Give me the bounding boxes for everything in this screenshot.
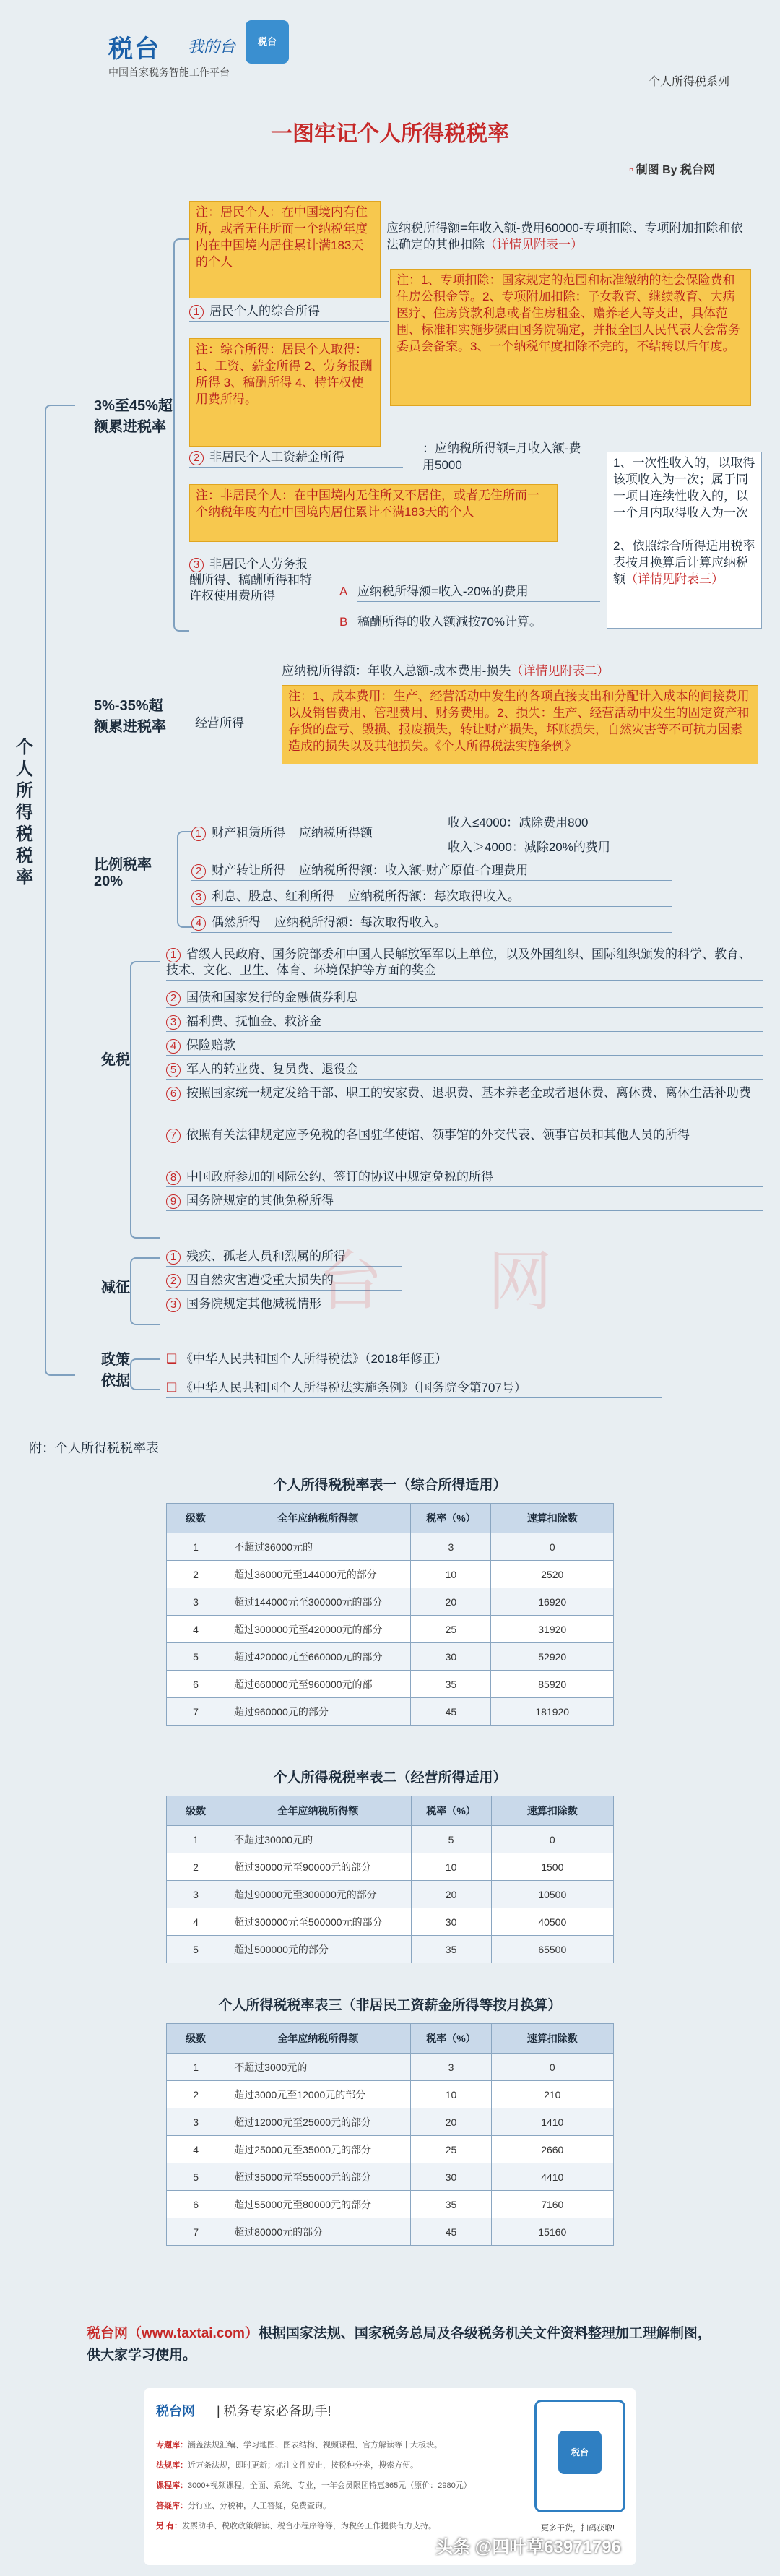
sec3-bracket: [177, 831, 193, 928]
table-cell: 181920: [491, 1698, 614, 1726]
item3b: 稿酬所得的收入额減按70%计算。: [358, 614, 600, 632]
item-text: 依照有关法律规定应予免税的各国驻华使馆、领事馆的外交代表、领事官员和其他人员的所得: [186, 1128, 690, 1142]
table-cell: 6: [167, 2191, 225, 2218]
sec5-bracket: [130, 1257, 160, 1325]
card-row-value: 分行业、分税种，人工答疑，免费查询。: [188, 2502, 331, 2510]
item-number: 2: [166, 1274, 181, 1288]
table-cell: 4: [167, 2136, 225, 2163]
column-header: 速算扣除数: [491, 2024, 613, 2054]
table-cell: 3: [167, 2108, 225, 2136]
table-cell: 超过35000元至55000元的部分: [225, 2163, 411, 2191]
table-cell: 0: [491, 1826, 613, 1853]
column-header: 速算扣除数: [491, 1796, 613, 1826]
table-cell: 5: [411, 1826, 491, 1853]
rent-rule-a: 收入≤4000：减除费用800: [448, 816, 589, 830]
table-row: [167, 1533, 614, 1561]
tax-exempt-item: [166, 990, 763, 1008]
table-cell: 3: [411, 1533, 491, 1561]
table-cell: 20: [411, 1881, 491, 1908]
card-row-key: 另 有：: [156, 2522, 183, 2530]
annex-title: 附：个人所得税税率表: [29, 1441, 159, 1455]
table-header-row: [167, 2024, 614, 2054]
table-cell: 2: [167, 1561, 225, 1588]
sec4-bracket: [130, 961, 160, 1239]
column-header: 全年应纳税所得额: [225, 1504, 411, 1533]
credit: [629, 160, 715, 177]
note-nonresident: 注：非居民个人：在中国境内无住所又不居住，或者无住所而一个纳税年度内在中国境内居住累计不满183天的个人: [189, 484, 558, 542]
label-a: A: [339, 585, 348, 598]
item-text: 福利费、抚恤金、救济金: [186, 1015, 321, 1028]
table-cell: 45: [411, 2218, 491, 2246]
rate-table: [166, 1796, 614, 1963]
table-cell: 超过960000元的部分: [225, 1698, 411, 1726]
table-cell: 30: [411, 1643, 491, 1671]
column-header: 税率（%）: [411, 1504, 491, 1533]
sec3-item-1: [191, 863, 672, 881]
card-row-key: 答疑库：: [156, 2502, 188, 2510]
item-number: 2: [166, 991, 181, 1006]
root-label: 个人所得税税率: [16, 738, 33, 887]
table-row: [167, 2191, 614, 2218]
table-row: [167, 1826, 614, 1853]
sec3-item-0: [191, 825, 441, 843]
footer-text: [87, 2323, 722, 2367]
column-header: 税率（%）: [411, 1796, 491, 1826]
item-text: 国务院规定其他减税情形: [186, 1297, 321, 1311]
sec2-formula-text: 应纳税所得额：年收入总额-成本费用-损失: [282, 664, 511, 678]
item-formula: 应纳税所得额：收入额-财产原值-合理费用: [298, 863, 529, 877]
root-bracket: [45, 405, 75, 1376]
sec3-item-2: [191, 889, 672, 907]
table-row: [167, 2218, 614, 2246]
table-row: [167, 1561, 614, 1588]
qr-logo-icon: 税台: [558, 2431, 602, 2474]
item-text: 保险赔款: [186, 1038, 235, 1052]
doc-icon: ❑: [166, 1352, 178, 1366]
card-sub: | 税务专家必备助手!: [217, 2404, 332, 2418]
tax-exempt-item: [166, 1085, 763, 1103]
table-cell: 5: [167, 1643, 225, 1671]
item-number: 3: [166, 1298, 181, 1312]
item-number: 5: [166, 1063, 181, 1077]
num-3: 3: [189, 558, 204, 572]
table-cell: 35: [411, 1671, 491, 1698]
item-text: 国务院规定的其他免税所得: [186, 1194, 334, 1207]
table-cell: 超过420000元至660000元的部分: [225, 1643, 411, 1671]
tax-exempt-item: [166, 1169, 763, 1187]
policy-text: 《中华人民共和国个人所得税法》（2018年修正）: [180, 1352, 448, 1366]
policy-item-1: [166, 1380, 662, 1398]
item-label: 非居民个人劳务报酬所得、稿酬所得和特许权使用费所得: [189, 557, 312, 603]
sec2-formula: [282, 663, 751, 680]
card-row: [156, 2499, 517, 2511]
tax-exempt-item: [166, 1193, 763, 1211]
table-cell: 3: [167, 1881, 225, 1908]
sec5-label: 减征: [101, 1280, 130, 1296]
table-cell: 7: [167, 1698, 225, 1726]
table-cell: 2: [167, 2081, 225, 2108]
table-cell: 超过300000元至500000元的部分: [225, 1908, 411, 1936]
table-cell: 35: [411, 2191, 491, 2218]
qr-code[interactable]: [534, 2400, 625, 2512]
label-b: B: [339, 615, 348, 629]
tax-exempt-item: [166, 1127, 763, 1145]
column-header: 速算扣除数: [491, 1504, 614, 1533]
table-cell: 超过36000元至144000元的部分: [225, 1561, 411, 1588]
table-cell: 52920: [491, 1643, 614, 1671]
table-cell: 超过660000元至960000元的部: [225, 1671, 411, 1698]
column-header: 全年应纳税所得额: [225, 2024, 411, 2054]
rate-table-title: 个人所得税税率表一（综合所得适用）: [273, 1478, 507, 1493]
table-cell: 6: [167, 1671, 225, 1698]
item-text: 残疾、孤老人员和烈属的所得: [186, 1249, 346, 1263]
rate-table: [166, 1503, 614, 1726]
num-3: 3: [191, 890, 206, 905]
item-text: 军人的转业费、复员费、退役金: [186, 1062, 358, 1076]
side-note: 1、一次性收入的，以取得该项收入为一次；属于同一项目连续性收入的，以一个月内取得收入为一次: [607, 452, 762, 585]
num-4: 4: [191, 916, 206, 931]
table-cell: 2: [167, 1853, 225, 1881]
table-row: [167, 1616, 614, 1643]
card-title: 税台网: [156, 2404, 195, 2418]
card-row-value: 3000+视频课程，全面、系统、专业，一年会员限团特惠365元（原价：2980元）: [188, 2481, 472, 2490]
footer-brand: 税台网（www.taxtai.com）: [87, 2326, 259, 2341]
table-cell: 超过25000元至35000元的部分: [225, 2136, 411, 2163]
sec3-label: 比例税率20%: [94, 857, 152, 889]
column-header: 级数: [167, 1796, 225, 1826]
logo-badge: 税台: [246, 20, 289, 64]
table-cell: 10: [411, 1853, 491, 1881]
item-label: 居民个人的综合所得: [209, 304, 320, 318]
sec1-formula-ref: （详情见附表一）: [485, 237, 583, 251]
table-cell: 45: [411, 1698, 491, 1726]
series-label: 个人所得税系列: [648, 76, 729, 88]
table-row: [167, 1881, 614, 1908]
item-name: 财产租赁所得: [212, 826, 285, 840]
table-cell: 16920: [491, 1588, 614, 1616]
table-row: [167, 1936, 614, 1963]
side-note-ref: （详情见附表三）: [625, 572, 724, 586]
item-label: 非居民个人工资薪金所得: [209, 450, 344, 464]
logo-desc: 中国首家税务智能工作平台: [108, 66, 230, 78]
item-number: 7: [166, 1129, 181, 1143]
num-2: 2: [191, 864, 206, 879]
table-row: [167, 1908, 614, 1936]
table-cell: 10: [411, 1561, 491, 1588]
item-number: 6: [166, 1087, 181, 1101]
item-nonresident-labor: [189, 556, 320, 606]
tax-exempt-item: [166, 947, 763, 981]
qr-caption: 更多干货，扫码获取!: [540, 2524, 615, 2533]
rent-rule-b: 收入＞4000：减除20%的费用: [448, 840, 610, 854]
sec1-formula: [386, 220, 755, 254]
logo-sub: 我的台: [188, 38, 236, 56]
item-business: 经营所得: [195, 715, 272, 733]
table-cell: 40500: [491, 1908, 613, 1936]
table-cell: 4410: [491, 2163, 613, 2191]
table-cell: 1500: [491, 1853, 613, 1881]
table-row: [167, 2081, 614, 2108]
table-cell: 7: [167, 2218, 225, 2246]
item-name: 偶然所得: [212, 916, 261, 929]
side-note-2-text: 2、依照综合所得适用税率表按月换算后计算应纳税额: [613, 539, 755, 586]
column-header: 级数: [167, 1504, 225, 1533]
note-comprehensive: 注：综合所得：居民个人取得：1、工资、薪金所得 2、劳务报酬所得 3、稿酬所得 4、特许权使用费所得。: [189, 338, 381, 447]
table-cell: 超过90000元至300000元的部分: [225, 1881, 411, 1908]
item-text: 按照国家统一规定发给干部、职工的安家费、退职费、基本养老金或者退休费、离休费、离休生活补助费: [186, 1086, 751, 1100]
sec1-formula-text: 应纳税所得额=年收入额-费用60000-专项扣除、专项附加扣除和依法确定的其他扣除: [386, 221, 743, 251]
item-formula: 应纳税所得额: [298, 826, 373, 840]
table-cell: 25: [411, 1616, 491, 1643]
card-row-key: 课程库：: [156, 2481, 188, 2490]
item-text: 省级人民政府、国务院部委和中国人民解放军军以上单位，以及外国组织、国际组织颁发的科学、教育、技术、文化、卫生、体育、环境保护等方面的奖金: [166, 947, 751, 978]
table-cell: 1410: [491, 2108, 613, 2136]
table-cell: 超过300000元至420000元的部分: [225, 1616, 411, 1643]
side-note-2: [607, 535, 762, 629]
policy-item-0: [166, 1351, 546, 1369]
table-row: [167, 1643, 614, 1671]
footer-desc: 根据国家法规、国家税务总局及各级税务机关文件资料整理加工理解制图，供大家学习使用。: [87, 2326, 711, 2364]
tax-exempt-item: [166, 1014, 763, 1032]
tax-exempt-item: [166, 1061, 763, 1080]
card-row: [156, 2459, 517, 2471]
table-cell: 25: [411, 2136, 491, 2163]
table-cell: 4: [167, 1616, 225, 1643]
table-cell: 2660: [491, 2136, 613, 2163]
table-cell: 超过30000元至90000元的部分: [225, 1853, 411, 1881]
table-cell: 65500: [491, 1936, 613, 1963]
item-number: 9: [166, 1194, 181, 1209]
card-row-value: 涵盖法规汇编、学习地图、图表结构、视频课程、官方解读等十大板块。: [188, 2441, 442, 2450]
sec2-label: 5%-35%超额累进税率: [94, 698, 166, 735]
credit-text: 制图 By 税台网: [636, 164, 715, 176]
num-1: 1: [191, 827, 206, 841]
table-row: [167, 2163, 614, 2191]
table-cell: 10: [411, 2081, 491, 2108]
table-cell: 31920: [491, 1616, 614, 1643]
item-number: 1: [166, 948, 181, 962]
rate-table: [166, 2023, 614, 2246]
table-row: [167, 1853, 614, 1881]
table-cell: 不超过3000元的: [225, 2054, 411, 2081]
table-cell: 不超过30000元的: [225, 1826, 411, 1853]
credit-mark-icon: ▫: [628, 164, 633, 176]
item-number: 4: [166, 1039, 181, 1054]
table-cell: 35: [411, 1936, 491, 1963]
logo: 税台: [108, 35, 160, 63]
table-cell: 2520: [491, 1561, 614, 1588]
rate-table-title: 个人所得税税率表二（经营所得适用）: [273, 1770, 507, 1785]
table-cell: 超过144000元至300000元的部分: [225, 1588, 411, 1616]
sec4-label: 免税: [101, 1052, 130, 1068]
table-cell: 超过500000元的部分: [225, 1936, 411, 1963]
card-row: [156, 2439, 517, 2450]
watermark: 台 网: [318, 1246, 597, 1318]
sec1-label: 3%至45%超额累进税率: [94, 398, 173, 435]
column-header: 全年应纳税所得额: [225, 1796, 411, 1826]
table-cell: 7160: [491, 2191, 613, 2218]
signature: 头条 @四叶草63971796: [436, 2538, 621, 2557]
num-1: 1: [189, 305, 204, 319]
table-cell: 超过80000元的部分: [225, 2218, 411, 2246]
item-number: 3: [166, 1015, 181, 1030]
table-cell: 30: [411, 2163, 491, 2191]
table-cell: 1: [167, 1826, 225, 1853]
sec1-bracket: [173, 238, 189, 632]
card-row: [156, 2520, 517, 2531]
item-number: 1: [166, 1250, 181, 1265]
item-formula: 应纳税所得额：每次取得收入。: [274, 916, 446, 929]
card-row-key: 专题库：: [156, 2441, 188, 2450]
table-cell: 210: [491, 2081, 613, 2108]
card-row-key: 法规库：: [156, 2461, 188, 2470]
column-header: 税率（%）: [411, 2024, 491, 2054]
item-text: 国债和国家发行的金融债券利息: [186, 991, 358, 1004]
rate-table-title: 个人所得税税率表三（非居民工资薪金所得等按月换算）: [218, 1998, 562, 2013]
table-cell: 超过55000元至80000元的部分: [225, 2191, 411, 2218]
tax-exempt-item: [166, 1038, 763, 1056]
table-row: [167, 1698, 614, 1726]
table-row: [167, 2136, 614, 2163]
policy-text: 《中华人民共和国个人所得税法实施条例》（国务院令第707号）: [180, 1381, 526, 1395]
table-row: [167, 2108, 614, 2136]
sec6-label: 政策依据: [101, 1352, 130, 1389]
table-cell: 20: [411, 1588, 491, 1616]
table-cell: 不超过36000元的: [225, 1533, 411, 1561]
item-nonresident-salary: [189, 449, 403, 468]
table-row: [167, 1671, 614, 1698]
table-cell: 5: [167, 2163, 225, 2191]
item-number: 8: [166, 1171, 181, 1185]
table-cell: 85920: [491, 1671, 614, 1698]
table-cell: 超过12000元至25000元的部分: [225, 2108, 411, 2136]
sec3-item-3: [191, 915, 672, 933]
item-name: 财产转让所得: [212, 863, 285, 877]
item-name: 利息、股息、红利所得: [212, 889, 334, 903]
table-cell: 4: [167, 1908, 225, 1936]
note-deductions: 注：1、专项扣除：国家规定的范围和标准缴纳的社会保险费和住房公积金等。2、专项附加扣除：子女教育、继续教育、大病医疗、住房贷款利息或者住房租金、赡养老人等支出，具体范围、标准和实施步骤由国务院确定，并报全国人民代表大会常务委员会备案。3、一个纳税年度扣除不完的，不结转以后年度。: [390, 269, 751, 406]
card-row-value: 发票助手、税收政策解读、税台小程序等等，为税务工作提供有力支持。: [182, 2522, 437, 2530]
item3a: 应纳税所得额=收入-20%的费用: [358, 584, 600, 602]
item2-formula: ：应纳税所得额=月收入额-费用5000: [422, 441, 581, 472]
card-row: [156, 2479, 517, 2491]
table-cell: 5: [167, 1936, 225, 1963]
item-resident-comprehensive: [189, 303, 389, 322]
table-row: [167, 2054, 614, 2081]
table-row: [167, 1588, 614, 1616]
card-row-value: 近万条法规，即时更新；标注文件废止，按税种分类，搜索方便。: [188, 2461, 418, 2470]
table-cell: 30: [411, 1908, 491, 1936]
sec2-formula-ref: （详情见附表二）: [511, 664, 610, 678]
item-text: 中国政府参加的国际公约、签订的协议中规定免税的所得: [186, 1170, 493, 1184]
table-header-row: [167, 1504, 614, 1533]
promo-card: [144, 2388, 636, 2565]
table-cell: 1: [167, 2054, 225, 2081]
table-cell: 超过3000元至12000元的部分: [225, 2081, 411, 2108]
table-header-row: [167, 1796, 614, 1826]
table-cell: 20: [411, 2108, 491, 2136]
table-cell: 3: [411, 2054, 491, 2081]
table-cell: 0: [491, 2054, 613, 2081]
item-text: 因自然灾害遭受重大损失的: [186, 1273, 334, 1287]
item-formula: 应纳税所得额：每次取得收入。: [347, 889, 520, 903]
page-title: 一图牢记个人所得税税率: [271, 122, 509, 146]
num-2: 2: [189, 451, 204, 465]
header: [0, 0, 780, 94]
table-cell: 3: [167, 1588, 225, 1616]
column-header: 级数: [167, 2024, 225, 2054]
doc-icon: ❑: [166, 1381, 178, 1395]
sec6-bracket: [130, 1358, 160, 1390]
note-resident: 注：居民个人：在中国境内有住所，或者无住所而一个纳税年度内在中国境内居住累计满183天的个人: [189, 201, 381, 298]
table-cell: 0: [491, 1533, 614, 1561]
table-cell: 10500: [491, 1881, 613, 1908]
note-business: 注：1、成本费用：生产、经营活动中发生的各项直接支出和分配计入成本的间接费用以及销售费用、管理费用、财务费用。2、损失：生产、经营活动中发生的固定资产和存货的盘亏、毁损、报废损失，转让财产损失，坏账损失，自然灾害等不可抗力因素造成的损失以及其他损失。《个人所得税法实施条例》: [282, 685, 758, 764]
table-cell: 15160: [491, 2218, 613, 2246]
table-cell: 1: [167, 1533, 225, 1561]
